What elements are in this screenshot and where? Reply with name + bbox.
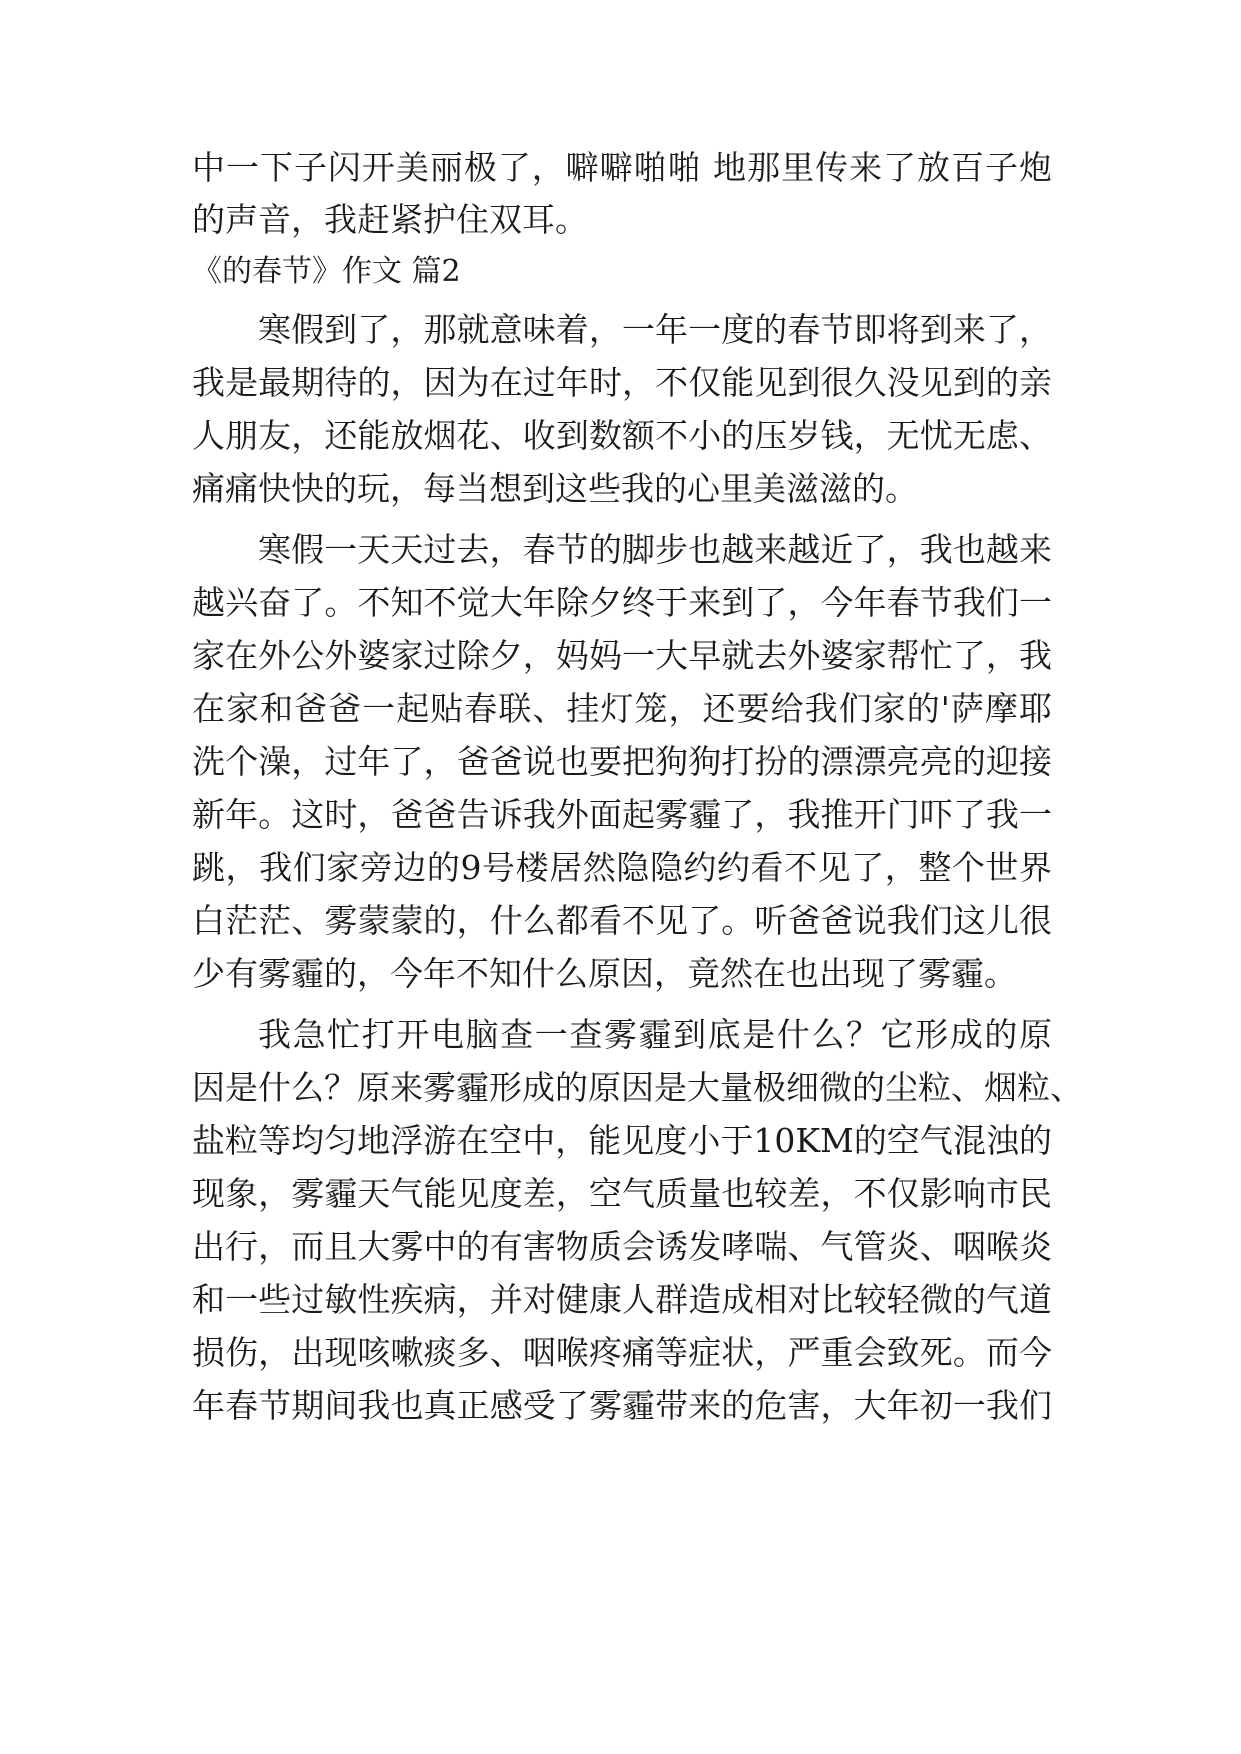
paragraph-3-line-1: 我急忙打开电脑查一查雾霾到底是什么？它形成的原 (258, 1015, 1052, 1054)
paragraph-2-line-3: 家在外公外婆家过除夕，妈妈一大早就去外婆家帮忙了，我 (192, 636, 1052, 675)
paragraph-3-line-8: 年春节期间我也真正感受了雾霾带来的危害，大年初一我们 (192, 1386, 1052, 1425)
paragraph-2-line-6: 新年。这时，爸爸告诉我外面起雾霾了，我推开门吓了我一 (192, 795, 1052, 834)
paragraph-1-line-2: 我是最期待的，因为在过年时，不仅能见到很久没见到的亲 (192, 363, 1052, 402)
paragraph-2-line-9: 少有雾霾的，今年不知什么原因，竟然在也出现了雾霾。 (192, 954, 1017, 993)
paragraph-1-line-1: 寒假到了，那就意味着，一年一度的春节即将到来了， (258, 310, 1052, 349)
paragraph-1-line-4: 痛痛快快的玩，每当想到这些我的心里美滋滋的。 (192, 469, 918, 508)
paragraph-3-line-2: 因是什么？原来雾霾形成的原因是大量极细微的尘粒、烟粒、 (192, 1068, 1083, 1107)
paragraph-2-line-2: 越兴奋了。不知不觉大年除夕终于来到了，今年春节我们一 (192, 583, 1052, 622)
paragraph-3-line-3: 盐粒等均匀地浮游在空中，能见度小于10KM的空气混浊的 (192, 1121, 1052, 1160)
paragraph-2-line-8: 白茫茫、雾蒙蒙的，什么都看不见了。听爸爸说我们这儿很 (192, 901, 1052, 940)
paragraph-2-line-4: 在家和爸爸一起贴春联、挂灯笼，还要给我们家的'萨摩耶 (192, 689, 1052, 728)
paragraph-3-line-7: 损伤，出现咳嗽痰多、咽喉疼痛等症状，严重会致死。而今 (192, 1333, 1052, 1372)
paragraph-3-line-4: 现象，雾霾天气能见度差，空气质量也较差，不仅影响市民 (192, 1174, 1052, 1213)
paragraph-2-line-5: 洗个澡，过年了，爸爸说也要把狗狗打扮的漂漂亮亮的迎接 (192, 742, 1052, 781)
paragraph-2-line-7: 跳，我们家旁边的9号楼居然隐隐约约看不见了，整个世界 (192, 848, 1052, 887)
intro-line-2: 的声音，我赶紧护住双耳。 (192, 200, 588, 239)
paragraph-3-line-5: 出行，而且大雾中的有害物质会诱发哮喘、气管炎、咽喉炎 (192, 1227, 1052, 1266)
paragraph-3-line-6: 和一些过敏性疾病，并对健康人群造成相对比较轻微的气道 (192, 1280, 1052, 1319)
section-heading: 《的春节》作文 篇2 (192, 254, 461, 289)
paragraph-1-line-3: 人朋友，还能放烟花、收到数额不小的压岁钱，无忧无虑、 (192, 416, 1052, 455)
paragraph-2-line-1: 寒假一天天过去，春节的脚步也越来越近了，我也越来 (258, 530, 1052, 569)
intro-line-1: 中一下子闪开美丽极了，噼噼啪啪 地那里传来了放百子炮 (192, 148, 1052, 187)
